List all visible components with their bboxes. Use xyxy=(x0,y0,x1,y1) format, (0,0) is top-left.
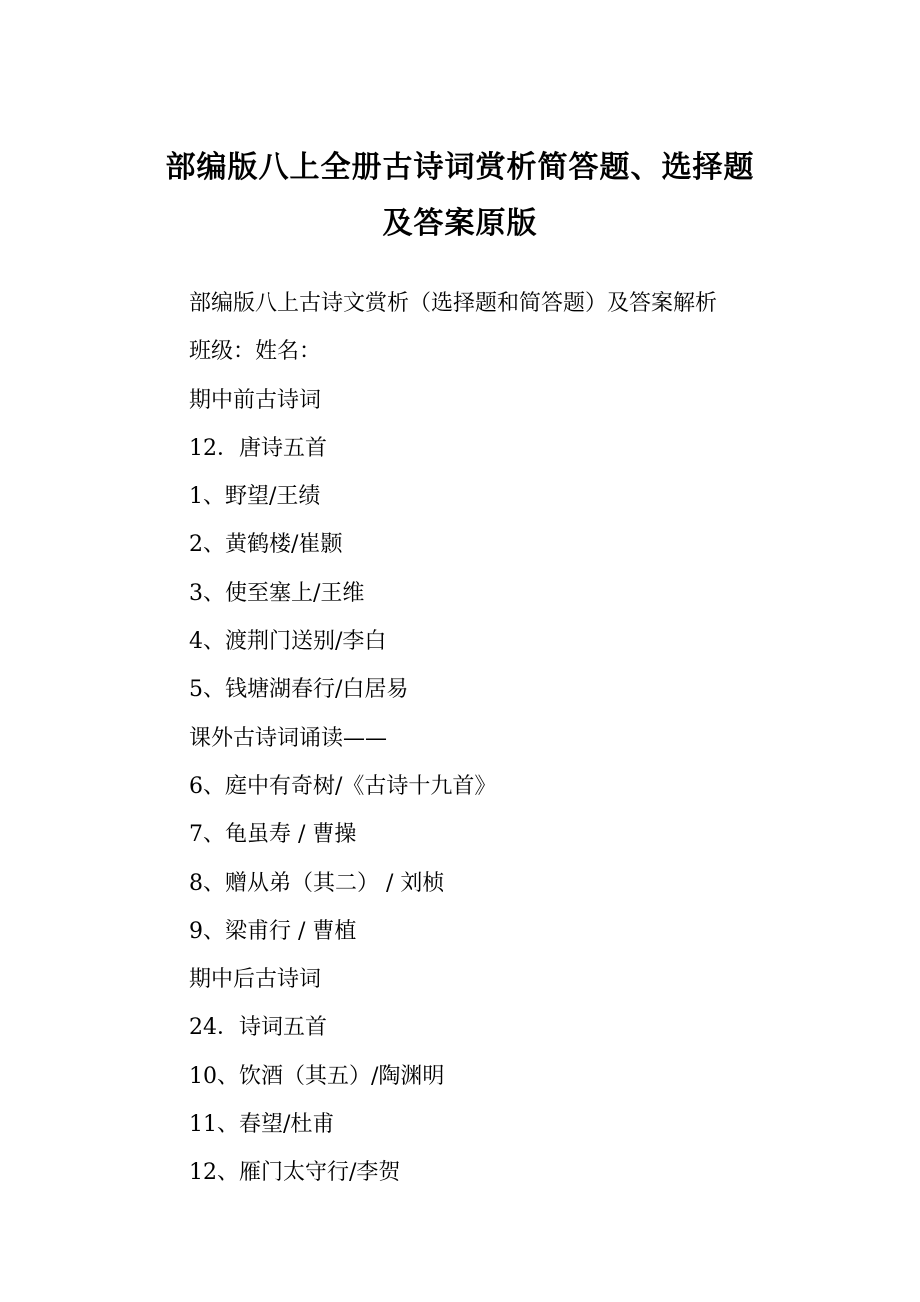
poem-item: 7、龟虽寿 / 曹操 xyxy=(189,822,357,848)
poem-item: 8、赠从弟（其二） / 刘桢 xyxy=(189,870,445,896)
poem-item: 3、使至塞上/王维 xyxy=(189,580,365,606)
poem-item: 9、梁甫行 / 曹植 xyxy=(189,918,357,944)
poem-item: 11、春望/杜甫 xyxy=(189,1112,335,1138)
poem-item: 1、野望/王绩 xyxy=(189,484,321,510)
lesson-heading: 24．诗词五首 xyxy=(189,1015,327,1041)
poem-item: 10、饮酒（其五）/陶渊明 xyxy=(189,1063,445,1089)
class-name-line: 班级：姓名： xyxy=(189,339,322,365)
document-title xyxy=(0,140,920,252)
poem-item: 5、钱塘湖春行/白居易 xyxy=(189,677,409,703)
subtitle-line: 部编版八上古诗文赏析（选择题和简答题）及答案解析 xyxy=(189,291,718,316)
lesson-heading: 12．唐诗五首 xyxy=(189,435,327,461)
poem-item: 12、雁门太守行/李贺 xyxy=(189,1160,401,1186)
section-heading: 期中后古诗词 xyxy=(189,967,322,993)
section-heading: 课外古诗词诵读—— xyxy=(189,725,388,751)
poem-item: 6、庭中有奇树/《古诗十九首》 xyxy=(189,773,497,799)
title-line-2: 及答案原版 xyxy=(382,206,538,241)
title-line-1: 部编版八上全册古诗词赏析简答题、选择题 xyxy=(165,150,755,185)
section-heading: 期中前古诗词 xyxy=(189,387,322,413)
document-body xyxy=(189,280,879,1198)
poem-item: 2、黄鹤楼/崔颢 xyxy=(189,532,343,558)
poem-item: 4、渡荆门送别/李白 xyxy=(189,629,387,655)
